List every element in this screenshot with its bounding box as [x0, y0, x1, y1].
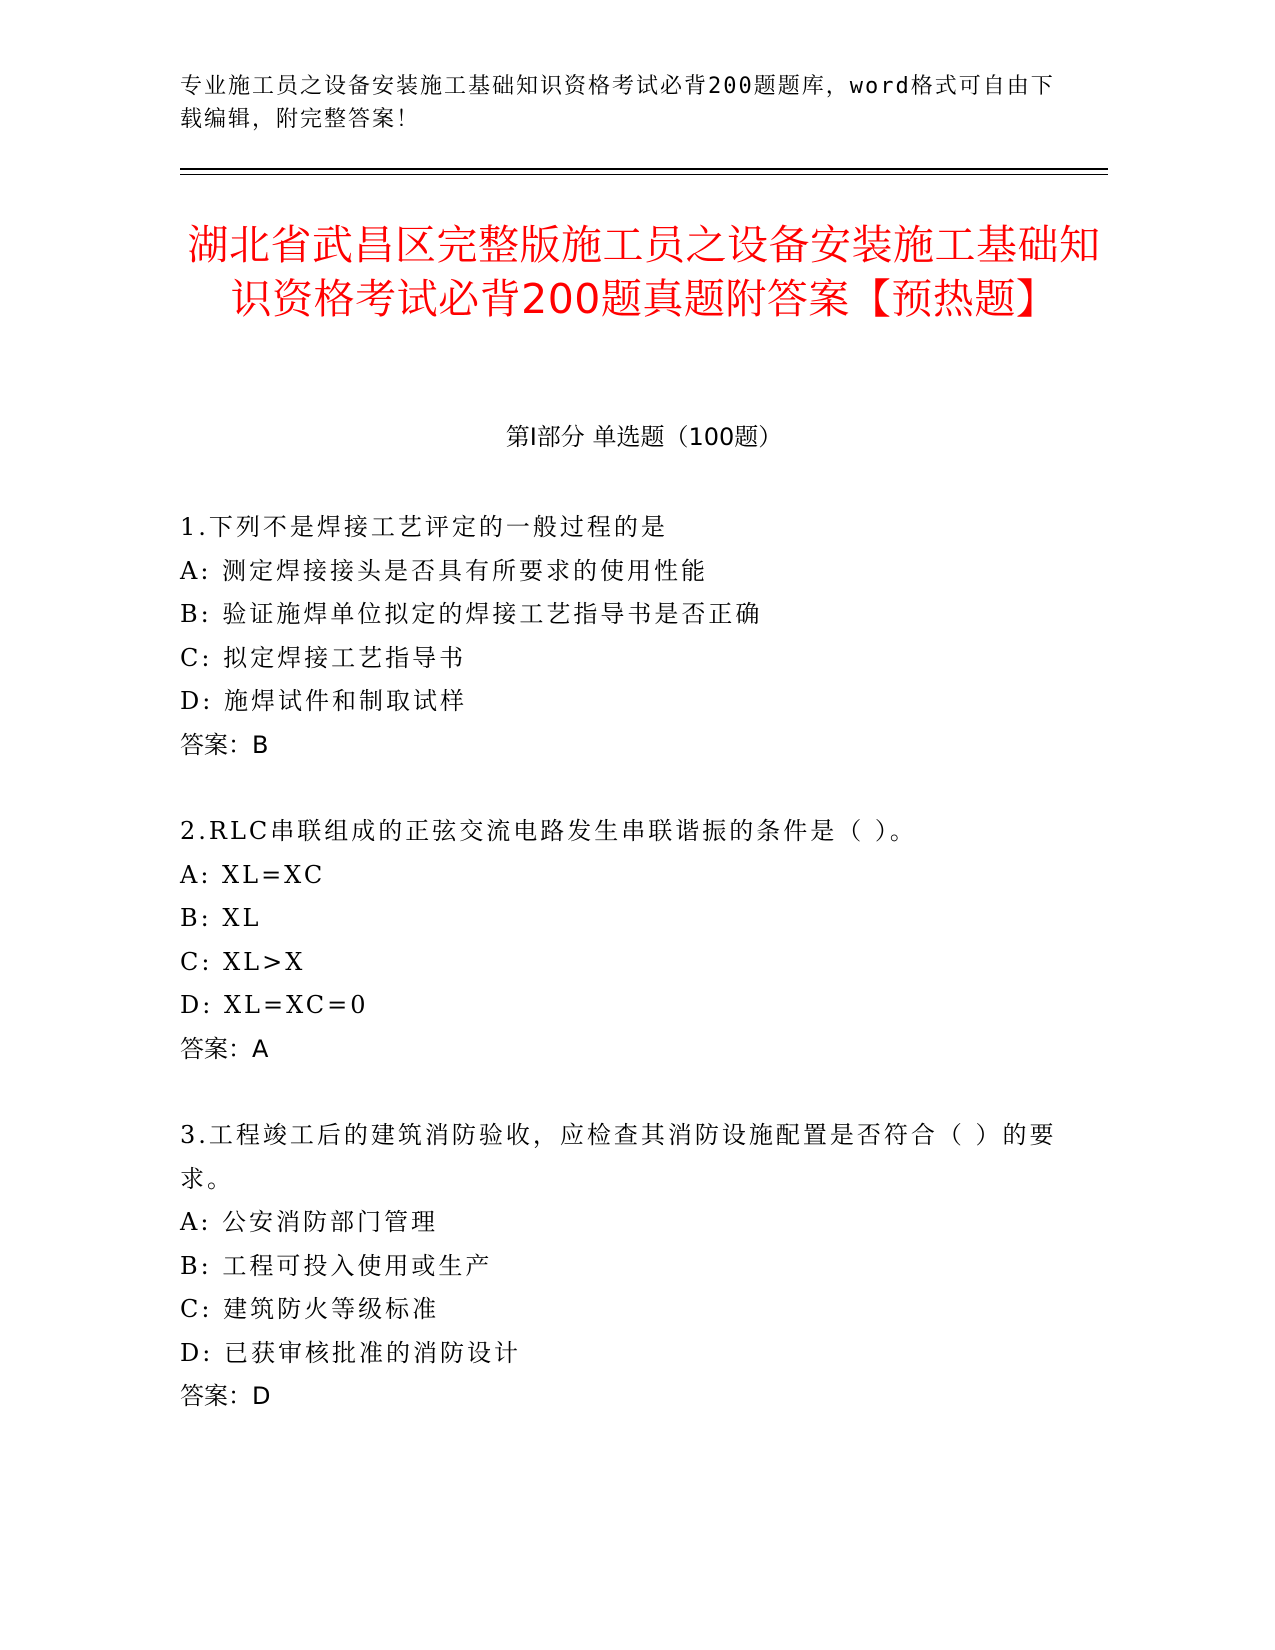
option-a: A: XL=XC: [180, 860, 326, 889]
option-a: A: 公安消防部门管理: [180, 1208, 439, 1236]
option-d: D: 施焊试件和制取试样: [180, 687, 467, 715]
option-b: B: 工程可投入使用或生产: [180, 1251, 493, 1280]
question-stem: 1.下列不是焊接工艺评定的一般过程的是: [180, 513, 668, 541]
section-title: 第I部分 单选题（100题）: [505, 423, 783, 451]
option-b: B: XL: [180, 904, 262, 932]
option-c: C: 建筑防火等级标准: [180, 1295, 440, 1323]
question-item: [180, 1114, 1080, 1419]
answer-line: 答案：A: [180, 1034, 269, 1063]
header-rule-thin: [180, 174, 1108, 175]
question-stem: 2.RLC串联组成的正弦交流电路发生串联谐振的条件是（ ）。: [180, 817, 917, 845]
option-d: D: XL=XC=0: [180, 991, 369, 1019]
question-item: [180, 506, 1080, 767]
question-stem: 3.工程竣工后的建筑消防验收，应检查其消防设施配置是否符合（ ）的要求。: [180, 1121, 1057, 1193]
option-a: A: 测定焊接接头是否具有所要求的使用性能: [180, 556, 709, 585]
option-b: B: 验证施焊单位拟定的焊接工艺指导书是否正确: [180, 600, 763, 628]
answer-line: 答案：D: [180, 1382, 271, 1410]
question-item: [180, 810, 1080, 1071]
option-c: C: XL>X: [180, 947, 306, 976]
document-title: 湖北省武昌区完整版施工员之设备安装施工基础知识资格考试必背200题真题附答案【预热题】: [187, 221, 1101, 323]
option-d: D: 已获审核批准的消防设计: [180, 1338, 521, 1367]
question-list: [180, 506, 1080, 1419]
header-rule-thick: [180, 168, 1108, 170]
answer-line: 答案：B: [180, 730, 269, 759]
option-c: C: 拟定焊接工艺指导书: [180, 643, 467, 672]
header-note: 专业施工员之设备安装施工基础知识资格考试必背200题题库，word格式可自由下载编辑，附完整答案！: [180, 74, 1055, 132]
